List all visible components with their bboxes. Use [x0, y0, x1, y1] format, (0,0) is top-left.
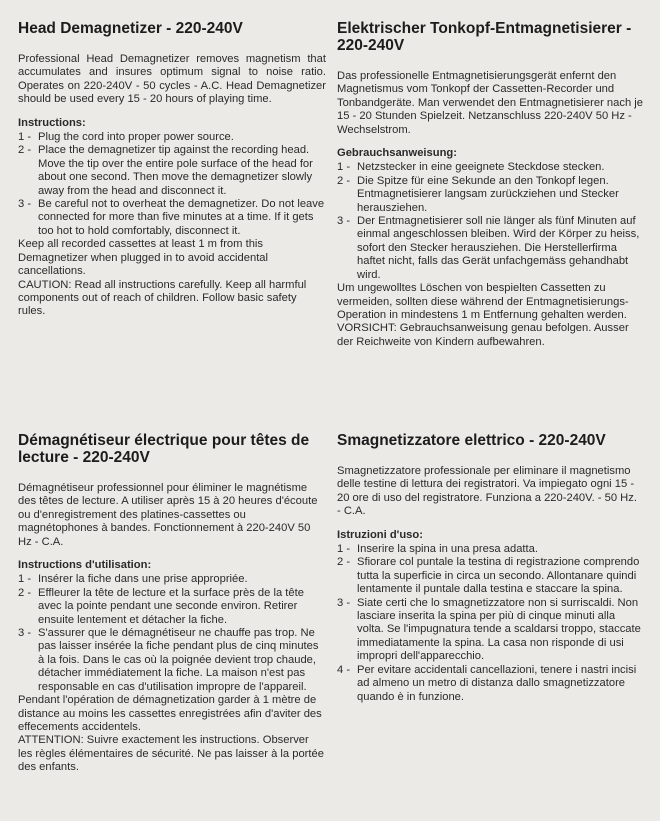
step-text: Place the demagnetizer tip against the recording head. Move the tip over the entire pole surface of the head for about one second. Then move the demagnetizer slowly away from the head and disconnect it. — [38, 144, 313, 197]
section-english — [18, 20, 326, 319]
step-number: 3 - — [337, 215, 351, 228]
list-item — [337, 175, 643, 215]
instructions-list — [18, 573, 326, 694]
step-number: 4 - — [337, 663, 351, 676]
section-title: Elektrischer Tonkopf-Entmagnetisierer - 220-240V — [337, 20, 632, 54]
caution-note: VORSICHT: Gebrauchsanweisung genau befolgen. Ausser der Reichweite von Kindern aufbewahren. — [337, 322, 629, 348]
step-text: Siate certi che lo smagnetizzatore non si surriscaldi. Non lasciare inserita la spina per più di cinque minuti alla volta. Se l'impugnatura tende a scaldarsi troppo, staccate immediatamente la spina. La casa non risponde di usi impropri dell'apparecchio. — [357, 596, 641, 663]
step-text: Effleurer la tête de lecture et la surface près de la tête avec la pointe pendant une seconde environ. Retirer ensuite lentement et détacher la fiche. — [38, 586, 304, 626]
instructions-heading: Gebrauchsanweisung: — [337, 147, 457, 160]
list-item — [18, 573, 326, 586]
storage-note: Um ungewolltes Löschen von bespielten Cassetten zu vermeiden, sollten diese während der Entmagnetisierungs-Operation in mindestens 1 m Entfernung gehalten werden. — [337, 282, 629, 321]
step-text: Sfiorare col puntale la testina di registrazione comprendo tutta la superficie in circa un secondo. Allontanare quindi lentamente il puntale dalla testina e staccare la spina. — [357, 556, 640, 596]
instructions-heading: Instructions: — [18, 116, 86, 129]
step-text: Insérer la fiche dans une prise appropriée. — [38, 573, 248, 586]
step-number: 3 - — [337, 596, 351, 609]
list-item — [18, 131, 326, 144]
instructions-list — [337, 161, 643, 282]
step-number: 2 - — [18, 144, 32, 157]
step-number: 1 - — [337, 161, 351, 174]
step-text: Plug the cord into proper power source. — [38, 131, 234, 144]
intro-paragraph: Das professionelle Entmagnetisierungsgerät enfernt den Magnetismus vom Tonkopf der Cassetten-Recorder und Tonbandgeräte. Man verwendet den Entmagnetisierer nach je 15 - 20 Stunden Spielzeit. Netzanschluss 220-240V 50 Hz - Wechselstrom. — [337, 70, 643, 136]
step-text: Be careful not to overheat the demagnetizer. Do not leave connected for more than five minutes at a time. If it gets too hot to hold comfortably, disconnect it. — [38, 198, 325, 237]
step-text: Netzstecker in eine geeignete Steckdose stecken. — [357, 161, 605, 174]
instructions-heading: Instructions d'utilisation: — [18, 559, 152, 572]
step-text: Der Entmagnetisierer soll nie länger als fünf Minuten auf einmal angeschlossen bleiben. Wird der Körper zu heiss, sofort den Stecker herausziehen. Die Herstellerfirma haftet nicht, falls das Gerät unfachgemäss gehandhabt wird. — [357, 215, 640, 281]
list-item — [18, 587, 326, 627]
caution-note: ATTENTION: Suivre exactement les instructions. Observer les règles élémentaires de sécurité. Ne pas laisser à la portée des enfants. — [18, 734, 324, 774]
section-title: Head Demagnetizer - 220-240V — [18, 20, 243, 37]
step-number: 1 - — [337, 543, 351, 556]
instructions-list — [337, 543, 643, 704]
list-item — [18, 198, 326, 238]
step-text: S'assurer que le démagnétiseur ne chauffe pas trop. Ne pas laisser insérée la fiche pendant plus de cinq minutes à la fois. Dans le cas où la poignée devient trop chaude, détacher immédiatement la fiche. La maison n'est pas responsable en cas d'utilisation impropre de l'appareil. — [38, 627, 319, 693]
instructions-list — [18, 131, 326, 238]
section-italian — [337, 432, 643, 704]
step-number: 2 - — [337, 556, 351, 569]
step-text: Per evitare accidentali cancellazioni, tenere i nastri incisi ad almeno un metro di distanza dallo smagnetizzatore quando è in funzione. — [357, 663, 637, 703]
step-number: 2 - — [18, 586, 32, 599]
list-item — [337, 161, 643, 174]
step-text: Die Spitze für eine Sekunde an den Tonkopf legen. Entmagnetisierer langsam zurückziehen und Stecker herausziehen. — [357, 174, 619, 214]
list-item — [337, 215, 643, 282]
step-number: 1 - — [18, 573, 32, 586]
section-title: Démagnétiseur électrique pour têtes de lecture - 220-240V — [18, 432, 310, 466]
intro-paragraph: Smagnetizzatore professionale per eliminare il magnetismo delle testine di lettura dei registratori. Va impiegato ogni 15 - 20 ore di uso del registratore. Funziona a 220-240V. - 50 Hz. - C.A. — [337, 465, 637, 518]
step-number: 3 - — [18, 627, 32, 640]
caution-note: CAUTION: Read all instructions carefully. Keep all harmful components out of reach of children. Follow basic safety rules. — [18, 278, 307, 318]
section-french — [18, 432, 326, 775]
intro-paragraph: Démagnétiseur professionnel pour éliminer le magnétisme des têtes de lecture. A utiliser après 15 à 20 heures d'écoute ou d'enregistrement des platines-cassettes ou magnétophones à bandes. Fonctionnement à 220-240V 50 Hz - C.A. — [18, 482, 318, 548]
step-text: Inserire la spina in una presa adatta. — [357, 543, 538, 556]
list-item — [18, 627, 326, 694]
section-german — [337, 20, 643, 349]
list-item — [337, 556, 643, 596]
step-number: 1 - — [18, 131, 32, 144]
list-item — [18, 144, 326, 198]
instructions-heading: Istruzioni d'uso: — [337, 528, 423, 541]
intro-paragraph: Professional Head Demagnetizer removes magnetism that accumulates and insures optimum signal to noise ratio. Operates on 220-240V - 50 cycles - A.C. Head Demagnetizer should be used every 15 - 20 hours of playing time. — [18, 53, 326, 106]
list-item — [337, 664, 643, 704]
storage-note: Pendant l'opération de démagnetization garder à 1 mètre de distance au moins les cassettes enregistrées afin d'aviter des effecements accidentels. — [18, 694, 322, 733]
step-number: 3 - — [18, 198, 32, 211]
section-title: Smagnetizzatore elettrico - 220-240V — [337, 432, 606, 449]
step-number: 2 - — [337, 174, 351, 187]
storage-note: Keep all recorded cassettes at least 1 m from this Demagnetizer when plugged in to avoid accidental cancellations. — [18, 238, 269, 278]
list-item — [337, 543, 643, 556]
list-item — [337, 597, 643, 664]
